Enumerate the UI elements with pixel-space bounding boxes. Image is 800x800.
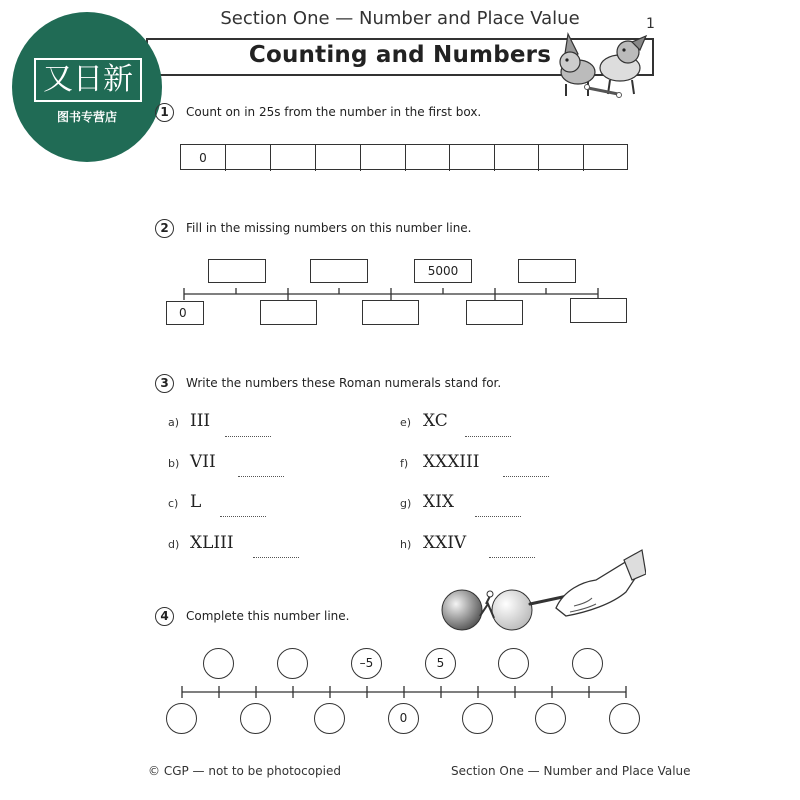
number-line-2-top-circle[interactable]: 5: [425, 648, 456, 679]
roman-item-letter: h): [400, 538, 412, 551]
roman-numeral: III: [190, 411, 211, 431]
roman-numeral: XXXIII: [423, 452, 480, 472]
count-box[interactable]: [495, 145, 539, 171]
number-line-2-bottom-circle[interactable]: [166, 703, 197, 734]
count-box[interactable]: [316, 145, 361, 171]
answer-line[interactable]: [475, 516, 521, 517]
answer-line[interactable]: [238, 476, 284, 477]
number-line-2-bottom-circle[interactable]: [462, 703, 493, 734]
number-line-1-top-box[interactable]: 5000: [414, 259, 472, 283]
roman-item-letter: b): [168, 457, 180, 470]
roman-item-letter: e): [400, 416, 412, 429]
number-line-2-top-circle[interactable]: [277, 648, 308, 679]
number-line-2-bottom-circle[interactable]: [240, 703, 271, 734]
number-line-2-bottom-circle[interactable]: [314, 703, 345, 734]
roman-item-letter: d): [168, 538, 180, 551]
number-line-1-bottom-box[interactable]: [570, 298, 627, 323]
question-number-3: 3: [155, 374, 174, 393]
count-boxes-row: [180, 144, 628, 170]
number-line-2-top-circle[interactable]: –5: [351, 648, 382, 679]
roman-numeral: XLIII: [190, 533, 234, 553]
count-box[interactable]: [271, 145, 316, 171]
number-line-1-bottom-box[interactable]: [362, 300, 419, 325]
question-3-text: Write the numbers these Roman numerals stand for.: [186, 376, 502, 390]
page-title: Counting and Numbers: [248, 42, 552, 68]
number-line-2-top-circle[interactable]: [203, 648, 234, 679]
number-line-1-top-box[interactable]: [208, 259, 266, 283]
number-line-2-bottom-circle[interactable]: [535, 703, 566, 734]
count-box[interactable]: [450, 145, 495, 171]
roman-numeral: XC: [423, 411, 448, 431]
roman-numeral: XIX: [423, 492, 454, 512]
roman-item-letter: c): [168, 497, 179, 510]
roman-numeral: XXIV: [423, 533, 467, 553]
number-line-1-top-box[interactable]: [310, 259, 368, 283]
footer-section: Section One — Number and Place Value: [451, 764, 691, 778]
question-2-text: Fill in the missing numbers on this number line.: [186, 221, 472, 235]
question-number-2: 2: [155, 219, 174, 238]
dogs-cartoon-icon: [548, 28, 654, 102]
number-line-1-top-box[interactable]: [518, 259, 576, 283]
footer-copyright: © CGP — not to be photocopied: [148, 764, 342, 778]
count-box[interactable]: [226, 145, 271, 171]
answer-line[interactable]: [253, 557, 299, 558]
question-1-text: Count on in 25s from the number in the first box.: [186, 105, 482, 119]
answer-line[interactable]: [465, 436, 511, 437]
roman-item-letter: a): [168, 416, 180, 429]
number-line-2-bottom-circle[interactable]: [609, 703, 640, 734]
roman-item-letter: g): [400, 497, 412, 510]
question-number-4: 4: [155, 607, 174, 626]
roman-numeral: VII: [190, 452, 216, 472]
page-number: 1: [646, 16, 655, 32]
number-line-1-bottom-box[interactable]: [466, 300, 523, 325]
answer-line[interactable]: [503, 476, 549, 477]
answer-line[interactable]: [225, 436, 271, 437]
number-line-1-bottom-box[interactable]: 0: [166, 301, 204, 325]
count-box[interactable]: [361, 145, 406, 171]
answer-line[interactable]: [220, 516, 266, 517]
question-4-text: Complete this number line.: [186, 609, 350, 623]
section-heading: Section One — Number and Place Value: [220, 8, 580, 29]
number-line-2: [170, 680, 640, 704]
store-logo-subtitle: 图书专营店: [56, 110, 117, 124]
question-number-1: 1: [155, 103, 174, 122]
store-logo-brand: 又日新: [34, 58, 142, 102]
snooker-hand-icon: [436, 546, 646, 636]
number-line-2-top-circle[interactable]: [572, 648, 603, 679]
count-box[interactable]: [539, 145, 584, 171]
count-box[interactable]: 0: [181, 145, 226, 171]
roman-item-letter: f): [400, 457, 409, 470]
number-line-1-bottom-box[interactable]: [260, 300, 317, 325]
roman-numeral: L: [190, 492, 202, 512]
count-box[interactable]: [406, 145, 450, 171]
count-box[interactable]: [584, 145, 627, 171]
number-line-2-top-circle[interactable]: [498, 648, 529, 679]
number-line-2-bottom-circle[interactable]: 0: [388, 703, 419, 734]
